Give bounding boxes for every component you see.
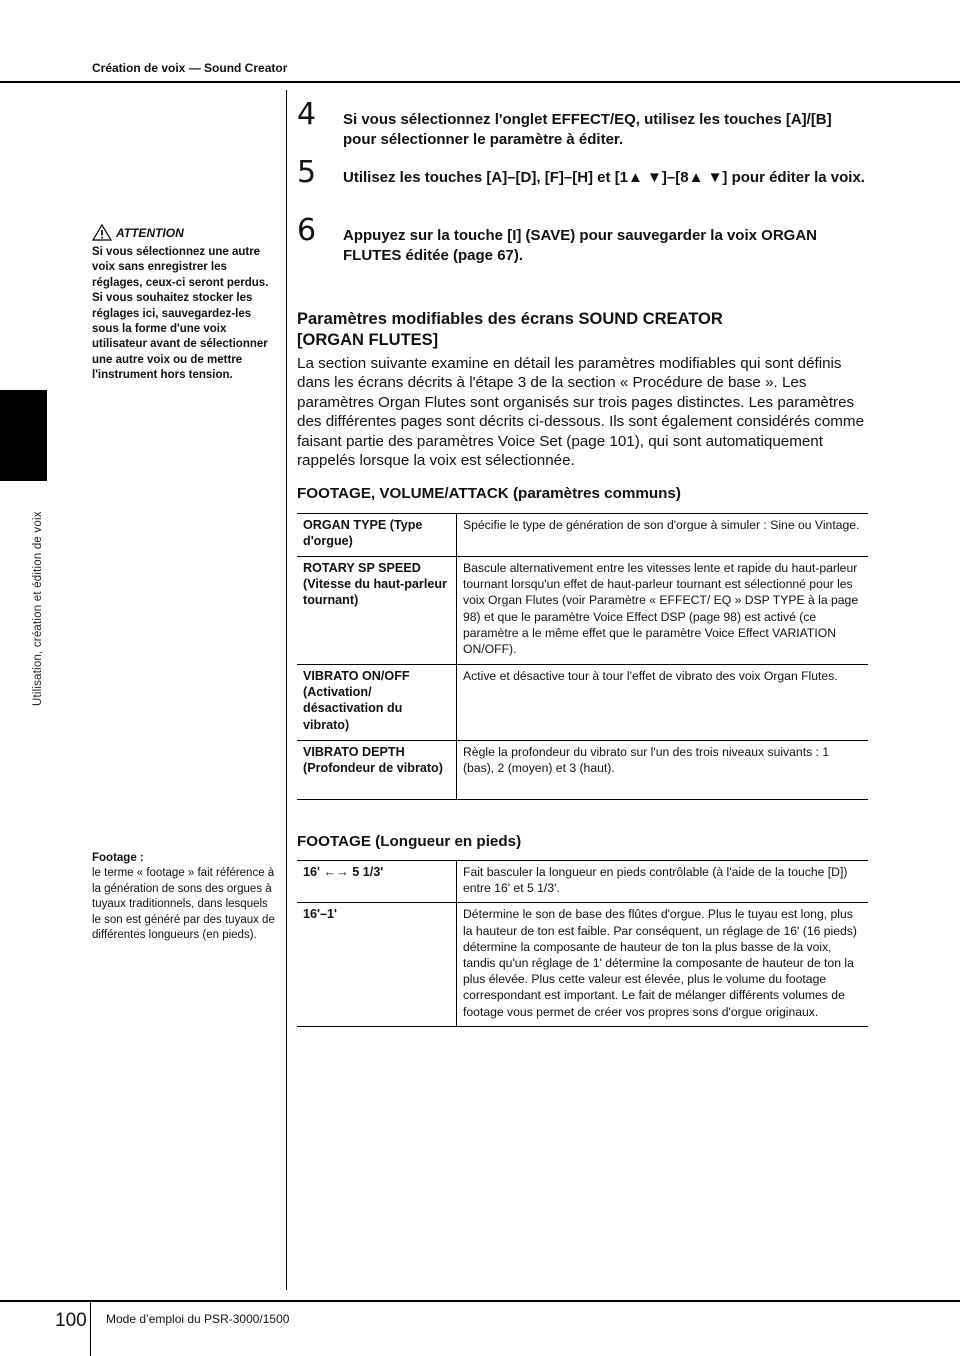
- param-name: 16' ←→ 5 1/3': [297, 861, 457, 903]
- chapter-tab: [0, 390, 47, 481]
- table-row: [297, 861, 868, 903]
- param-desc: Fait basculer la longueur en pieds contrôlable (à l'aide de la touche [D]) entre 16' et 5 1/3'.: [457, 861, 869, 903]
- page-number: 100: [55, 1310, 87, 1331]
- attention-title: ATTENTION: [116, 225, 184, 240]
- attention-note: [92, 224, 276, 384]
- section-title-line2: [ORGAN FLUTES]: [297, 331, 439, 349]
- table-row: [297, 741, 868, 800]
- param-desc: Bascule alternativement entre les vitesses lente et rapide du haut-parleur tournant lorsqu'un effet de haut-parleur tournant est sélectionné pour les voix Organ Flutes (voir Paramètre « EFFECT/ EQ » DSP TYPE à la page 98) et que le paramètre Voice Effect DSP (page 98) est activé (ce paramètre a le même effet que le paramètre Voice Effect VARIATION ON/OFF).: [457, 557, 869, 665]
- step-5: [297, 155, 867, 190]
- step-text: Si vous sélectionnez l'onglet EFFECT/EQ, utilisez les touches [A]/[B] pour sélectionner le paramètre à éditer.: [343, 111, 832, 148]
- param-desc: Règle la profondeur du vibrato sur l'un des trois niveaux suivants : 1 (bas), 2 (moyen) et 3 (haut).: [457, 741, 869, 800]
- param-desc: Active et désactive tour à tour l'effet de vibrato des voix Organ Flutes.: [457, 665, 869, 741]
- step-number: 6: [297, 213, 317, 248]
- param-name: ORGAN TYPE (Type d'orgue): [297, 514, 457, 557]
- footage-note: [92, 851, 276, 943]
- table-row: [297, 903, 868, 1026]
- step-text: Appuyez sur la touche [I] (SAVE) pour sauvegarder la voix ORGAN FLUTES éditée (page 67).: [343, 227, 817, 264]
- table1-heading: FOOTAGE, VOLUME/ATTACK (paramètres communs): [297, 485, 681, 502]
- section-body: La section suivante examine en détail les paramètres modifiables qui sont définis dans les écrans décrits à l'étape 3 de la section « Procédure de base ». Les paramètres Organ Flutes sont organisés sur trois pages distinctes. Les paramètres des différentes pages sont décrits ci-dessous. Ils sont également considérés comme faisant partie des paramètres Voice Set (page 101), qui sont automatiquement rappelés lorsque la voix est sélectionnée.: [297, 355, 865, 470]
- running-header: Création de voix — Sound Creator: [92, 61, 288, 75]
- attention-body: Si vous sélectionnez une autre voix sans enregistrer les réglages, ceux-ci seront perdus. Si vous souhaitez stocker les réglages ici, sauvegardez-les sous la forme d'une voix utilisateur avant de sélectionner une autre voix ou de mettre l'instrument hors tension.: [92, 246, 269, 382]
- column-divider: [286, 90, 287, 1290]
- footage-table: [297, 860, 868, 1027]
- table2-heading: FOOTAGE (Longueur en pieds): [297, 833, 522, 850]
- table-row: [297, 665, 868, 741]
- table-row: [297, 557, 868, 665]
- param-name: ROTARY SP SPEED (Vitesse du haut-parleur tournant): [297, 557, 457, 665]
- step-number: 4: [297, 97, 317, 132]
- step-text: Utilisez les touches [A]–[D], [F]–[H] et [1▲ ▼]–[8▲ ▼] pour éditer la voix.: [343, 169, 865, 186]
- param-name: VIBRATO ON/OFF (Activation/ désactivation du vibrato): [297, 665, 457, 741]
- param-desc: Détermine le son de base des flûtes d'orgue. Plus le tuyau est long, plus la hauteur de ton est faible. Par conséquent, un réglage de 16' (16 pieds) détermine la composante de hauteur de ton la plus basse de la voix, tandis qu'un réglage de 1' détermine la composante de hauteur de ton la plus élevée. Plus cette valeur est élevée, plus le volume du footage correspondant est important. Le fait de mélanger différents volumes de footage vous permet de créer vos propres sons d'orgue originaux.: [457, 903, 869, 1026]
- footer-divider: [90, 1300, 91, 1356]
- param-desc: Spécifie le type de génération de son d'orgue à simuler : Sine ou Vintage.: [457, 514, 869, 557]
- footer-rule: [0, 1300, 960, 1302]
- header-rule: [0, 81, 960, 83]
- warning-icon: [92, 224, 112, 241]
- table-row: [297, 514, 868, 557]
- common-params-table: [297, 513, 868, 800]
- footer-title: Mode d’emploi du PSR-3000/1500: [106, 1312, 290, 1326]
- section-title: [297, 309, 867, 351]
- step-4: [297, 97, 867, 149]
- param-name: VIBRATO DEPTH (Profondeur de vibrato): [297, 741, 457, 800]
- param-name: 16'–1': [297, 903, 457, 1026]
- attention-header: [92, 224, 276, 241]
- footage-note-title: Footage :: [92, 852, 144, 864]
- footage-note-body: le terme « footage » fait référence à la génération de sons des orgues à tuyaux traditionnels, dans lesquels le son est généré par des tuyaux de différentes longueurs (en pieds).: [92, 867, 275, 942]
- section-title-line1: Paramètres modifiables des écrans SOUND CREATOR: [297, 310, 723, 328]
- step-number: 5: [297, 155, 317, 190]
- step-6: [297, 213, 867, 265]
- chapter-tab-label: Utilisation, création et édition de voix: [32, 511, 44, 706]
